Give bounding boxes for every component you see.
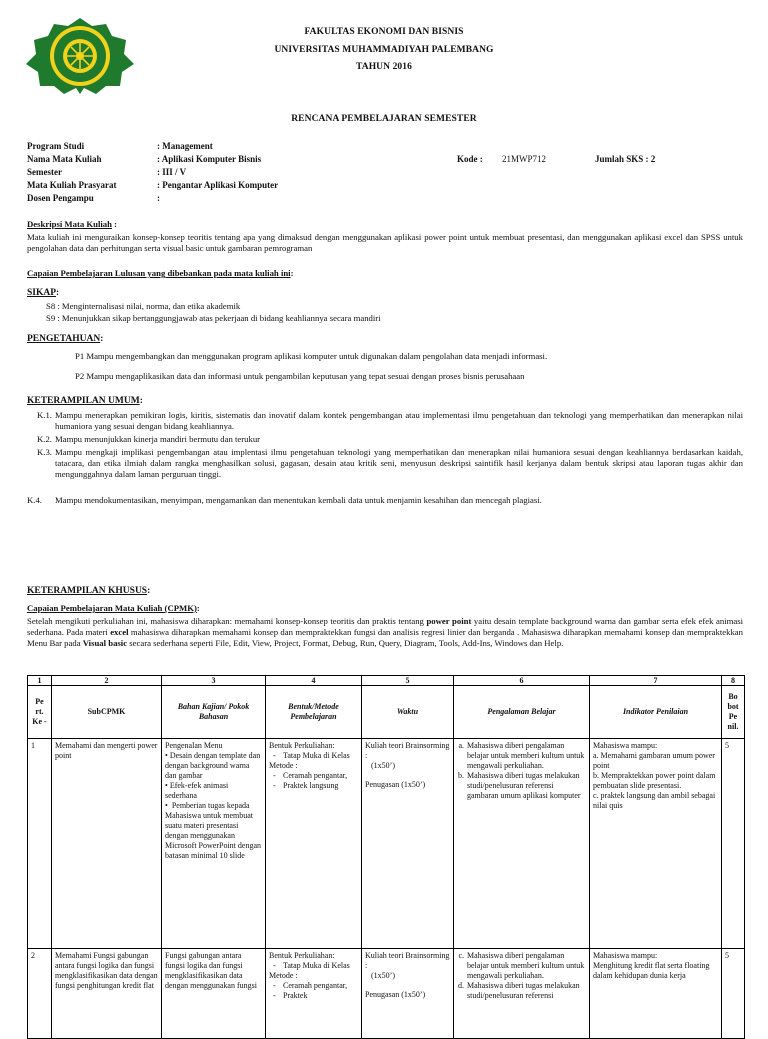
pengalaman-item: c. Mahasiswa diberi pengalaman belajar untuk memberi kultum untuk mengawali perkuliahan.	[466, 951, 586, 981]
indikator-cell	[590, 949, 722, 1039]
bobot-cell: 5	[722, 739, 745, 949]
university-name: UNIVERSITAS MUHAMMADIYAH PALEMBANG	[274, 45, 494, 55]
faculty-name: FAKULTAS EKONOMI DAN BISNIS	[304, 27, 464, 37]
semester-label: Semester	[27, 167, 62, 177]
sikap-title: SIKAP:	[27, 288, 60, 298]
prereq-label: Mata Kuliah Prasyarat	[27, 180, 117, 190]
program-label: Program Studi	[27, 141, 85, 151]
course-value: : Aplikasi Komputer Bisnis	[157, 154, 262, 164]
bahan-item: • Efek-efek animasi sederhana	[165, 781, 262, 801]
bentuk-item: - Tatap Muka di Kelas	[283, 961, 358, 971]
indikator-line: c. praktek langsung dan ambil sebagai nilai quis	[593, 791, 716, 810]
ket-umum-text: Mampu mendokumentasikan, menyimpan, mengamankan dan menentukan kembali data untuk menjamin kesahihan dan mencegah plagiasi.	[55, 495, 542, 505]
ket-khusus-title: KETERAMPILAN KHUSUS:	[27, 586, 151, 596]
cpmk-text: Setelah mengikuti perkuliahan ini, mahasiswa diharapkan: memahami konsep-konsep teoritis dan praktis tentang power point yaitu desain template background warna dan gambar serta efek efek animasi sederhana. Pada materi excel mahasiswa diharapkan memahami konsep dan mempraktekkan fungsi dan analisis regresi linier dan berganda . Mahasiswa diharapkan memahami konsep dan mempraktekkan Menu Bar pada Visual basic secara sederhana seperti File, Edit, View, Project, Format, Debug, Run, Query, Diagram, Tools, Add-Ins, Windows dan Help.	[27, 616, 744, 648]
waktu-line: Penugasan (1x50’)	[365, 990, 426, 999]
subcpmk-cell: Memahami dan mengerti power point	[52, 739, 162, 949]
metode-cell	[266, 739, 362, 949]
metode-item: - Praktek	[283, 991, 358, 1001]
indikator-line: Menghitung kredit flat serta floating dalam kehidupan dunia kerja	[593, 961, 710, 980]
meta-course-row	[27, 153, 727, 165]
description-text: Mata kuliah ini menguraikan konsep-konsep teoritis tentang apa yang dimaksud dengan menggunakan aplikasi power point untuk membuat presentasi, dan menggunakan aplikasi excel dan SPSS untuk pengolahan data dan perhitungan serta visual basic untuk gambaran pemrograman	[27, 232, 743, 253]
waktu-cell	[362, 739, 454, 949]
bentuk-item: - Tatap Muka di Kelas	[283, 751, 358, 761]
description-title: Deskripsi Mata Kuliah :	[27, 219, 118, 229]
sikap-item: S9 : Menunjukkan sikap bertanggungjawab atas pekerjaan di bidang keahliannya secara mandiri	[46, 313, 381, 323]
col-number: 4	[266, 676, 362, 686]
bentuk-title: Bentuk Perkuliahan:	[269, 951, 335, 960]
sks-value: Jumlah SKS : 2	[595, 154, 656, 164]
header-bahan-kajian: Bahan Kajian/ Pokok Bahasan	[162, 686, 266, 739]
ket-umum-title: KETERAMPILAN UMUM:	[27, 396, 143, 406]
col-number: 3	[162, 676, 266, 686]
bentuk-title: Bentuk Perkuliahan:	[269, 741, 335, 750]
header-waktu: Waktu	[362, 686, 454, 739]
col-number: 1	[28, 676, 52, 686]
cpl-title: Capaian Pembelajaran Lulusan yang dibebankan pada mata kuliah ini:	[27, 268, 294, 278]
prereq-value: : Pengantar Aplikasi Komputer	[157, 180, 279, 190]
metode-cell	[266, 949, 362, 1039]
col-number: 5	[362, 676, 454, 686]
bobot-cell: 5	[722, 949, 745, 1039]
waktu-line: Penugasan (1x50’)	[365, 780, 426, 789]
bahan-cell	[162, 739, 266, 949]
bahan-item: • Pemberian tugas kepada Mahasiswa untuk membuat suatu materi presentasi dengan menggunakan Microsoft PowerPoint dengan batasan minimal 10 slide	[165, 801, 262, 861]
meta-program-row	[27, 140, 727, 152]
document-title: RENCANA PEMBELAJARAN SEMESTER	[291, 114, 477, 124]
row-number: 1	[28, 739, 52, 949]
indikator-line: a. Memahami gambaran umum power point	[593, 751, 715, 770]
col-number: 7	[590, 676, 722, 686]
ket-umum-code: K.3.	[37, 447, 52, 457]
meta-lecturer-row	[27, 192, 727, 204]
pengalaman-item: b. Mahasiswa diberi tugas melakukan studi/penelusuran referensi gambaran umum aplikasi komputer	[466, 771, 586, 801]
ket-umum-code: K.1.	[37, 410, 52, 420]
subcpmk-cell: Memahami Fungsi gabungan antara fungsi logika dan fungsi mengklasifikasikan data dengan fungsi penghitungan kredit flat	[52, 949, 162, 1039]
pengalaman-cell	[454, 739, 590, 949]
col-number: 8	[722, 676, 745, 686]
ket-umum-text: Mampu menerapkan pemikiran logis, kiritis, sistematis dan inovatif dalam kontek pengembangan atau implementasi ilmu pengetahuan dan teknologi yang memperhatikan dan menerapkan nilai humaniora yang sesuai dengan bidang keahliannya.	[55, 410, 743, 431]
column-number-row	[28, 676, 745, 686]
indikator-cell	[590, 739, 722, 949]
cpmk-title: Capaian Pembelajaran Mata Kuliah (CPMK):	[27, 603, 200, 613]
pengetahuan-item: P1 Mampu mengembangkan dan menggunakan program aplikasi komputer untuk digunakan dalam pengolahan data menjadi informasi.	[75, 351, 548, 361]
pengalaman-item: a. Mahasiswa diberi pengalaman belajar untuk memberi kultum untuk mengawali perkuliahan.	[466, 741, 586, 771]
pengetahuan-title: PENGETAHUAN:	[27, 334, 104, 344]
header-bobot: Bo bot Pe nil.	[722, 686, 745, 739]
indikator-line: Mahasiswa mampu:	[593, 951, 658, 960]
lecturer-value: :	[157, 193, 160, 203]
bahan-title: Pengenalan Menu	[165, 741, 223, 750]
lecturer-label: Dosen Pengampu	[27, 193, 94, 203]
header-pertemuan: Pe rt. Ke -	[28, 686, 52, 739]
code-value: 21MWP712	[502, 154, 547, 164]
waktu-line: (1x50’)	[371, 971, 395, 980]
col-number: 2	[52, 676, 162, 686]
ket-umum-text: Mampu menunjukkan kinerja mandiri bermutu dan terukur	[55, 434, 261, 444]
pengalaman-item: d. Mahasiswa diberi tugas melakukan studi/penelusuran referensi	[466, 981, 586, 1001]
metode-title: Metode :	[269, 971, 298, 980]
waktu-line: (1x50’)	[371, 761, 395, 770]
row-number: 2	[28, 949, 52, 1039]
year: TAHUN 2016	[356, 62, 412, 72]
table-row	[28, 739, 745, 949]
column-header-row	[28, 686, 745, 739]
indikator-line: b. Mempraktekkan power point dalam pembuatan slide presentasi.	[593, 771, 716, 790]
ket-umum-code: K.4.	[27, 495, 42, 505]
sikap-item: S8 : Menginternalisasi nilai, norma, dan etika akademik	[46, 301, 241, 311]
rps-table	[27, 675, 745, 1039]
waktu-line: Kuliah teori Brainsorming :	[365, 951, 450, 970]
code-label: Kode :	[457, 154, 483, 164]
pengetahuan-item: P2 Mampu mengaplikasikan data dan informasi untuk pengambilan keputusan yang tepat sesuai dengan proses bisnis perusahaan	[75, 371, 525, 381]
header-pengalaman: Pengalaman Belajar	[454, 686, 590, 739]
bahan-cell	[162, 949, 266, 1039]
col-number: 6	[454, 676, 590, 686]
bahan-title: Fungsi gabungan antara fungsi logika dan fungsi mengklasifikasikan data dengan menggunakan fungsi	[165, 951, 257, 990]
indikator-line: Mahasiswa mampu:	[593, 741, 658, 750]
table-row	[28, 949, 745, 1039]
ket-umum-code: K.2.	[37, 434, 52, 444]
pengalaman-cell	[454, 949, 590, 1039]
ket-umum-text: Mampu mengkaji implikasi pengembangan atau implentasi ilmu pengetahuan teknologi yang memperhatikan dan menerapkan nilai humaniora sesuai dengan keahliannya berdasarkan kaidah, tatacara, dan etika ilmiah dalam rangka menghasilkan solusi, gagasan, desain atau kritik seni, menyusun deskripsi saintifik hasil kerjanya dalam bentuk skripsi atau laporan tugas akhir dan mengunggahnya dalam laman perguruan tinggi.	[55, 447, 743, 479]
meta-prereq-row	[27, 179, 727, 191]
header-metode: Bentuk/Metode Pembelajaran	[266, 686, 362, 739]
bahan-item: • Desain dengan template dan dengan background warna dan gambar	[165, 751, 262, 781]
semester-value: : III / V	[157, 167, 187, 177]
meta-semester-row	[27, 166, 727, 178]
metode-item: - Ceramah pengantar,	[283, 981, 358, 991]
course-label: Nama Mata Kuliah	[27, 154, 102, 164]
program-value: : Management	[157, 141, 213, 151]
metode-item: - Ceramah pengantar,	[283, 771, 358, 781]
header-subcpmk: SubCPMK	[52, 686, 162, 739]
waktu-cell	[362, 949, 454, 1039]
header-indikator: Indikator Penilaian	[590, 686, 722, 739]
waktu-line: Kuliah teori Brainsorming :	[365, 741, 450, 760]
metode-title: Metode :	[269, 761, 298, 770]
metode-item: - Praktek langsung	[283, 781, 358, 791]
